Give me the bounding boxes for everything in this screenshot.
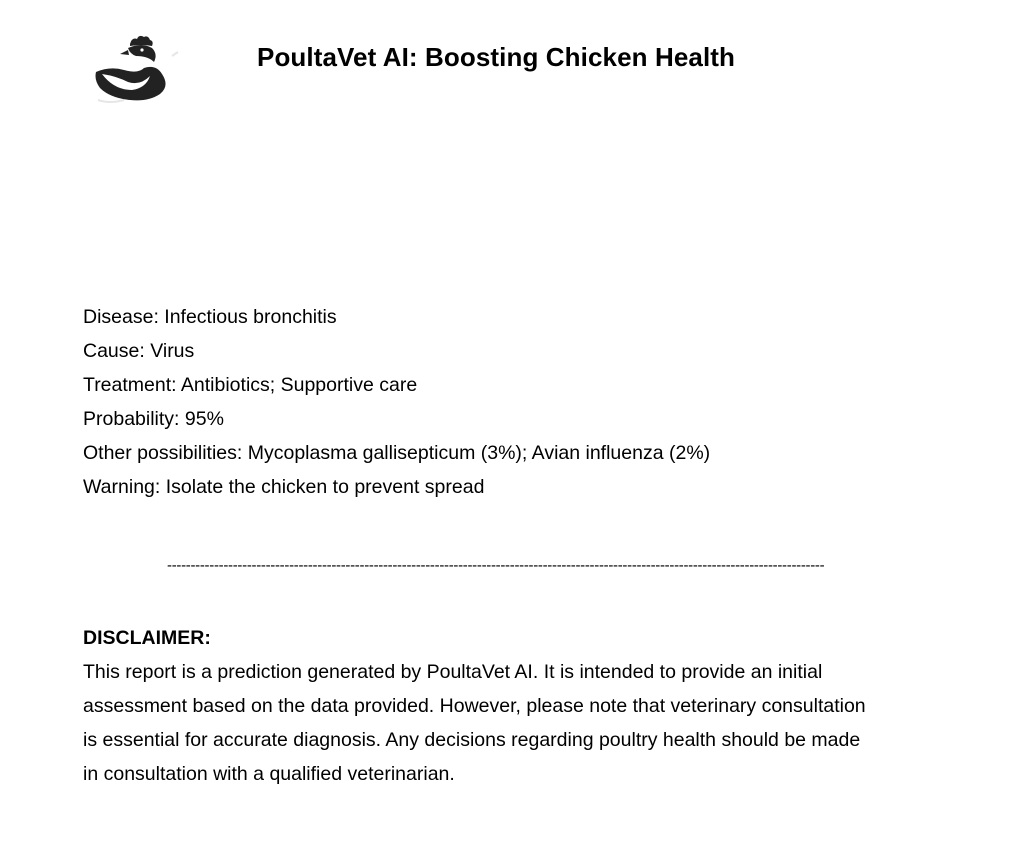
page-title: PoultaVet AI: Boosting Chicken Health	[257, 42, 736, 72]
disclaimer-heading: DISCLAIMER:	[83, 627, 211, 649]
disclaimer-line: assessment based on the data provided. However, please note that veterinary consultation	[83, 695, 866, 717]
disclaimer-line: is essential for accurate diagnosis. Any decisions regarding poultry health should be made	[83, 729, 861, 751]
chicken-logo-icon	[90, 34, 182, 106]
disclaimer-line: in consultation with a qualified veterinarian.	[83, 763, 455, 785]
disclaimer-section	[83, 621, 923, 791]
other-possibilities-line: Other possibilities: Mycoplasma gallisepticum (3%); Avian influenza (2%)	[83, 442, 711, 464]
warning-line: Warning: Isolate the chicken to prevent spread	[83, 476, 485, 498]
disease-line: Disease: Infectious bronchitis	[83, 306, 337, 328]
disclaimer-line: This report is a prediction generated by PoultaVet AI. It is intended to provide an initial	[83, 661, 823, 683]
report-details	[83, 300, 710, 504]
dashed-divider: --------------------------------------------------------------------------------------------------------------------------------------------	[167, 557, 825, 574]
treatment-line: Treatment: Antibiotics; Supportive care	[83, 374, 418, 396]
cause-line: Cause: Virus	[83, 340, 195, 362]
probability-line: Probability: 95%	[83, 408, 224, 430]
